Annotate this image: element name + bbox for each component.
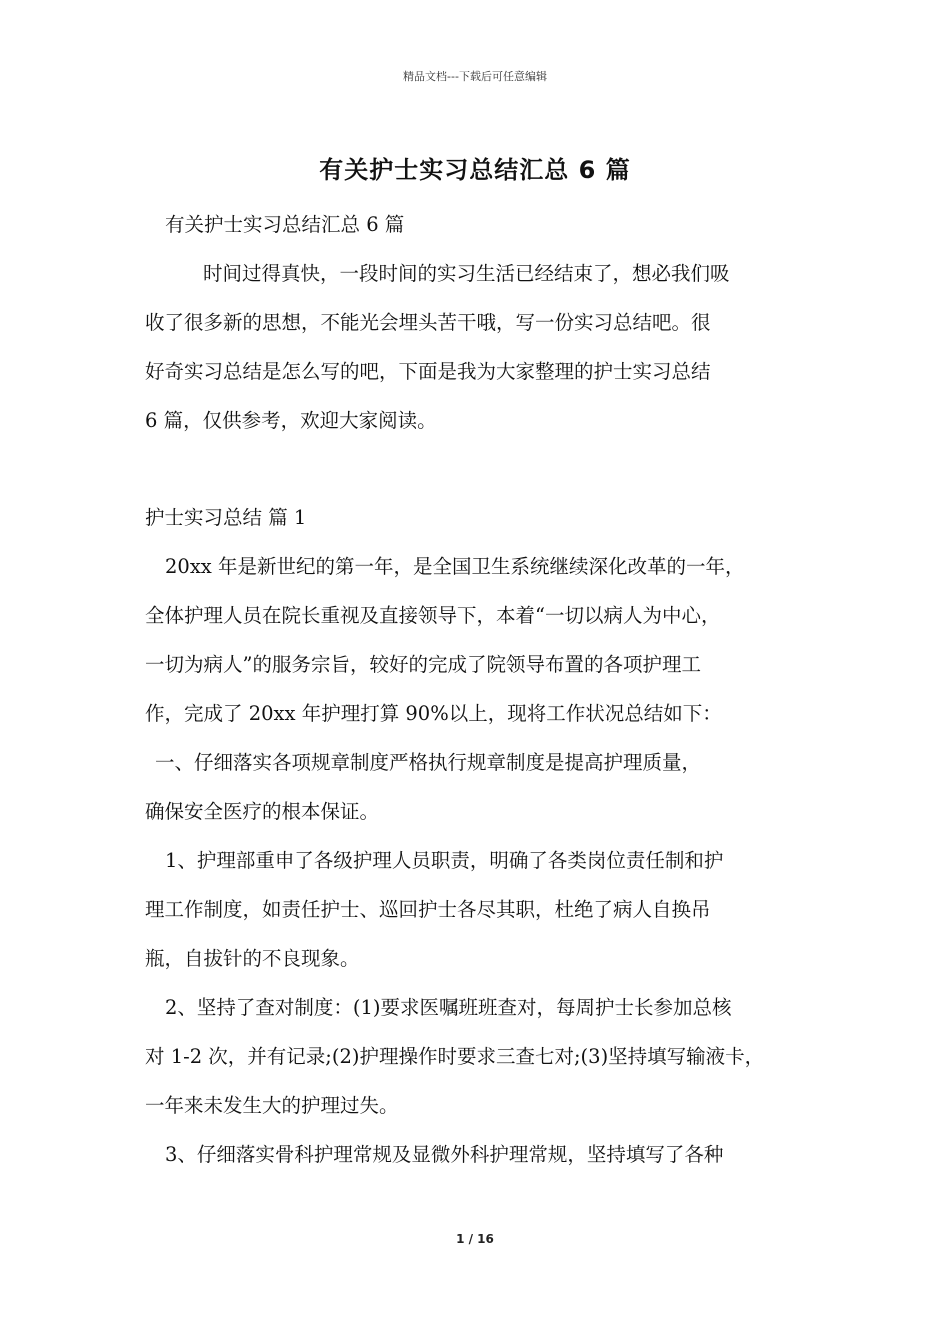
body-line: 一年来未发生大的护理过失。 bbox=[145, 1094, 399, 1117]
document-title: 有关护士实习总结汇总 6 篇 bbox=[319, 156, 631, 184]
body-line: 时间过得真快，一段时间的实习生活已经结束了，想必我们吸 bbox=[203, 262, 730, 285]
body-line: 1、护理部重申了各级护理人员职责，明确了各类岗位责任制和护 bbox=[165, 849, 724, 872]
body-line: 一切为病人”的服务宗旨，较好的完成了院领导布置的各项护理工 bbox=[145, 653, 701, 676]
body-line: 对 1-2 次，并有记录;(2)护理操作时要求三查七对;(3)坚持填写输液卡， bbox=[145, 1045, 765, 1068]
body-line: 2、坚持了查对制度：(1)要求医嘱班班查对，每周护士长参加总核 bbox=[165, 996, 732, 1019]
body-line: 3、仔细落实骨科护理常规及显微外科护理常规，坚持填写了各种 bbox=[165, 1143, 724, 1166]
body-line: 收了很多新的思想，不能光会埋头苦干哦，写一份实习总结吧。很 bbox=[145, 311, 711, 334]
body-line: 确保安全医疗的根本保证。 bbox=[145, 800, 380, 823]
document-body bbox=[145, 200, 817, 1179]
page-header-note: 精品文档---下载后可任意编辑 bbox=[403, 70, 547, 83]
body-line: 有关护士实习总结汇总 6 篇 bbox=[165, 213, 405, 236]
section-heading: 护士实习总结 篇 1 bbox=[145, 506, 307, 529]
body-line: 好奇实习总结是怎么写的吧，下面是我为大家整理的护士实习总结 bbox=[145, 360, 711, 383]
body-line: 20xx 年是新世纪的第一年，是全国卫生系统继续深化改革的一年， bbox=[165, 555, 745, 578]
paragraph-gap bbox=[145, 445, 817, 493]
page-number: 1 / 16 bbox=[456, 1232, 494, 1246]
body-line: 6 篇，仅供参考，欢迎大家阅读。 bbox=[145, 409, 437, 432]
body-line: 作，完成了 20xx 年护理打算 90%以上，现将工作状况总结如下： bbox=[145, 702, 722, 725]
body-line: 瓶，自拔针的不良现象。 bbox=[145, 947, 360, 970]
body-line: 理工作制度，如责任护士、巡回护士各尽其职，杜绝了病人自换吊 bbox=[145, 898, 711, 921]
body-line: 一、仔细落实各项规章制度严格执行规章制度是提高护理质量， bbox=[155, 751, 702, 774]
body-line: 全体护理人员在院长重视及直接领导下，本着“一切以病人为中心， bbox=[145, 604, 721, 627]
